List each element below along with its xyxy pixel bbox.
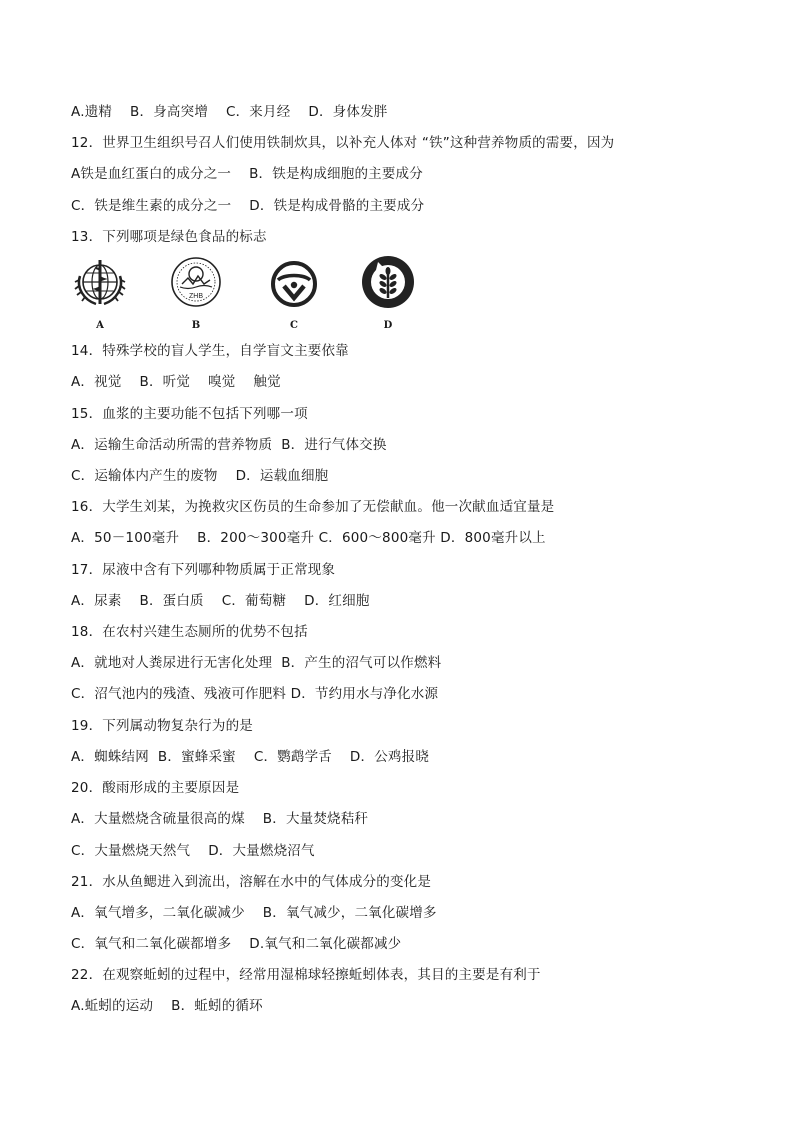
question-15-options-ab: A．运输生命活动所需的营养物质 B．进行气体交换 <box>71 437 387 453</box>
question-17-options: A．尿素 B．蛋白质 C．葡萄糖 D．红细胞 <box>71 593 370 609</box>
environmental-emblem-icon <box>166 254 226 314</box>
question-20-options-ab: A．大量燃烧含硫量很高的煤 B．大量焚烧秸秆 <box>71 811 369 827</box>
question-18-options-ab: A．就地对人粪尿进行无害化处理 B．产生的沼气可以作燃料 <box>71 655 442 671</box>
question-18-stem: 18．在农村兴建生态厕所的优势不包括 <box>71 624 308 640</box>
logo-label-b: B <box>191 320 201 331</box>
question-21-options-cd: C．氧气和二氧化碳都增多 D.氧气和二氧化碳都减少 <box>71 936 402 952</box>
question-20-stem: 20．酸雨形成的主要原因是 <box>71 780 240 796</box>
question-17-stem: 17．尿液中含有下列哪种物质属于正常现象 <box>71 562 336 578</box>
question-15-stem: 15．血浆的主要功能不包括下列哪一项 <box>71 406 308 422</box>
question-18-options-cd: C．沼气池内的残渣、残液可作肥料 D．节约用水与净化水源 <box>71 686 439 702</box>
question-12-stem: 12．世界卫生组织号召人们使用铁制炊具，以补充人体对 “铁”这种营养物质的需要，因为 <box>71 135 615 151</box>
question-15-options-cd: C．运输体内产生的废物 D．运载血细胞 <box>71 468 329 484</box>
who-emblem-icon <box>70 254 130 314</box>
question-12-options-cd: C．铁是维生素的成分之一 D．铁是构成骨骼的主要成分 <box>71 198 425 214</box>
question-13-stem: 13．下列哪项是绿色食品的标志 <box>71 229 267 245</box>
logo-label-a: A <box>96 320 104 331</box>
question-12-options-ab: A铁是血红蛋白的成分之一 B．铁是构成细胞的主要成分 <box>71 166 423 182</box>
logo-label-c: C <box>290 320 298 331</box>
question-21-stem: 21．水从鱼鳃进入到流出，溶解在水中的气体成分的变化是 <box>71 874 432 890</box>
question-21-options-ab: A．氧气增多，二氧化碳减少 B．氧气减少，二氧化碳增多 <box>71 905 437 921</box>
green-food-seal-icon <box>264 254 324 314</box>
question-16-options: A．50－100毫升 B．200～300毫升 C．600～800毫升 D．800毫升以上 <box>71 530 546 546</box>
question-14-options: A．视觉 B．听觉 嗅觉 触觉 <box>71 374 281 390</box>
logo-option-c <box>264 254 324 334</box>
question-22-options: A.蚯蚓的运动 B．蚯蚓的循环 <box>71 998 263 1014</box>
logo-option-a <box>70 254 130 334</box>
logo-option-d <box>358 254 418 334</box>
question-14-stem: 14．特殊学校的盲人学生，自学盲文主要依靠 <box>71 343 349 359</box>
question-20-options-cd: C．大量燃烧天然气 D．大量燃烧沼气 <box>71 843 315 859</box>
question-11-options: A.遗精 B．身高突增 C．来月经 D．身体发胖 <box>71 104 388 120</box>
question-22-stem: 22．在观察蚯蚓的过程中，经常用湿棉球轻擦蚯蚓体表，其目的主要是有利于 <box>71 967 541 983</box>
logo-label-d: D <box>383 320 393 331</box>
logo-option-b <box>166 254 226 334</box>
question-19-options: A．蜘蛛结网 B．蜜蜂采蜜 C．鹦鹉学舌 D．公鸡报晓 <box>71 749 430 765</box>
question-13-logo-row <box>70 254 430 334</box>
question-16-stem: 16．大学生刘某，为挽救灾区伤员的生命参加了无偿献血。他一次献血适宜量是 <box>71 499 555 515</box>
organic-food-seal-icon <box>358 254 418 314</box>
emblem-text: ZHB <box>189 293 203 300</box>
question-19-stem: 19．下列属动物复杂行为的是 <box>71 718 253 734</box>
